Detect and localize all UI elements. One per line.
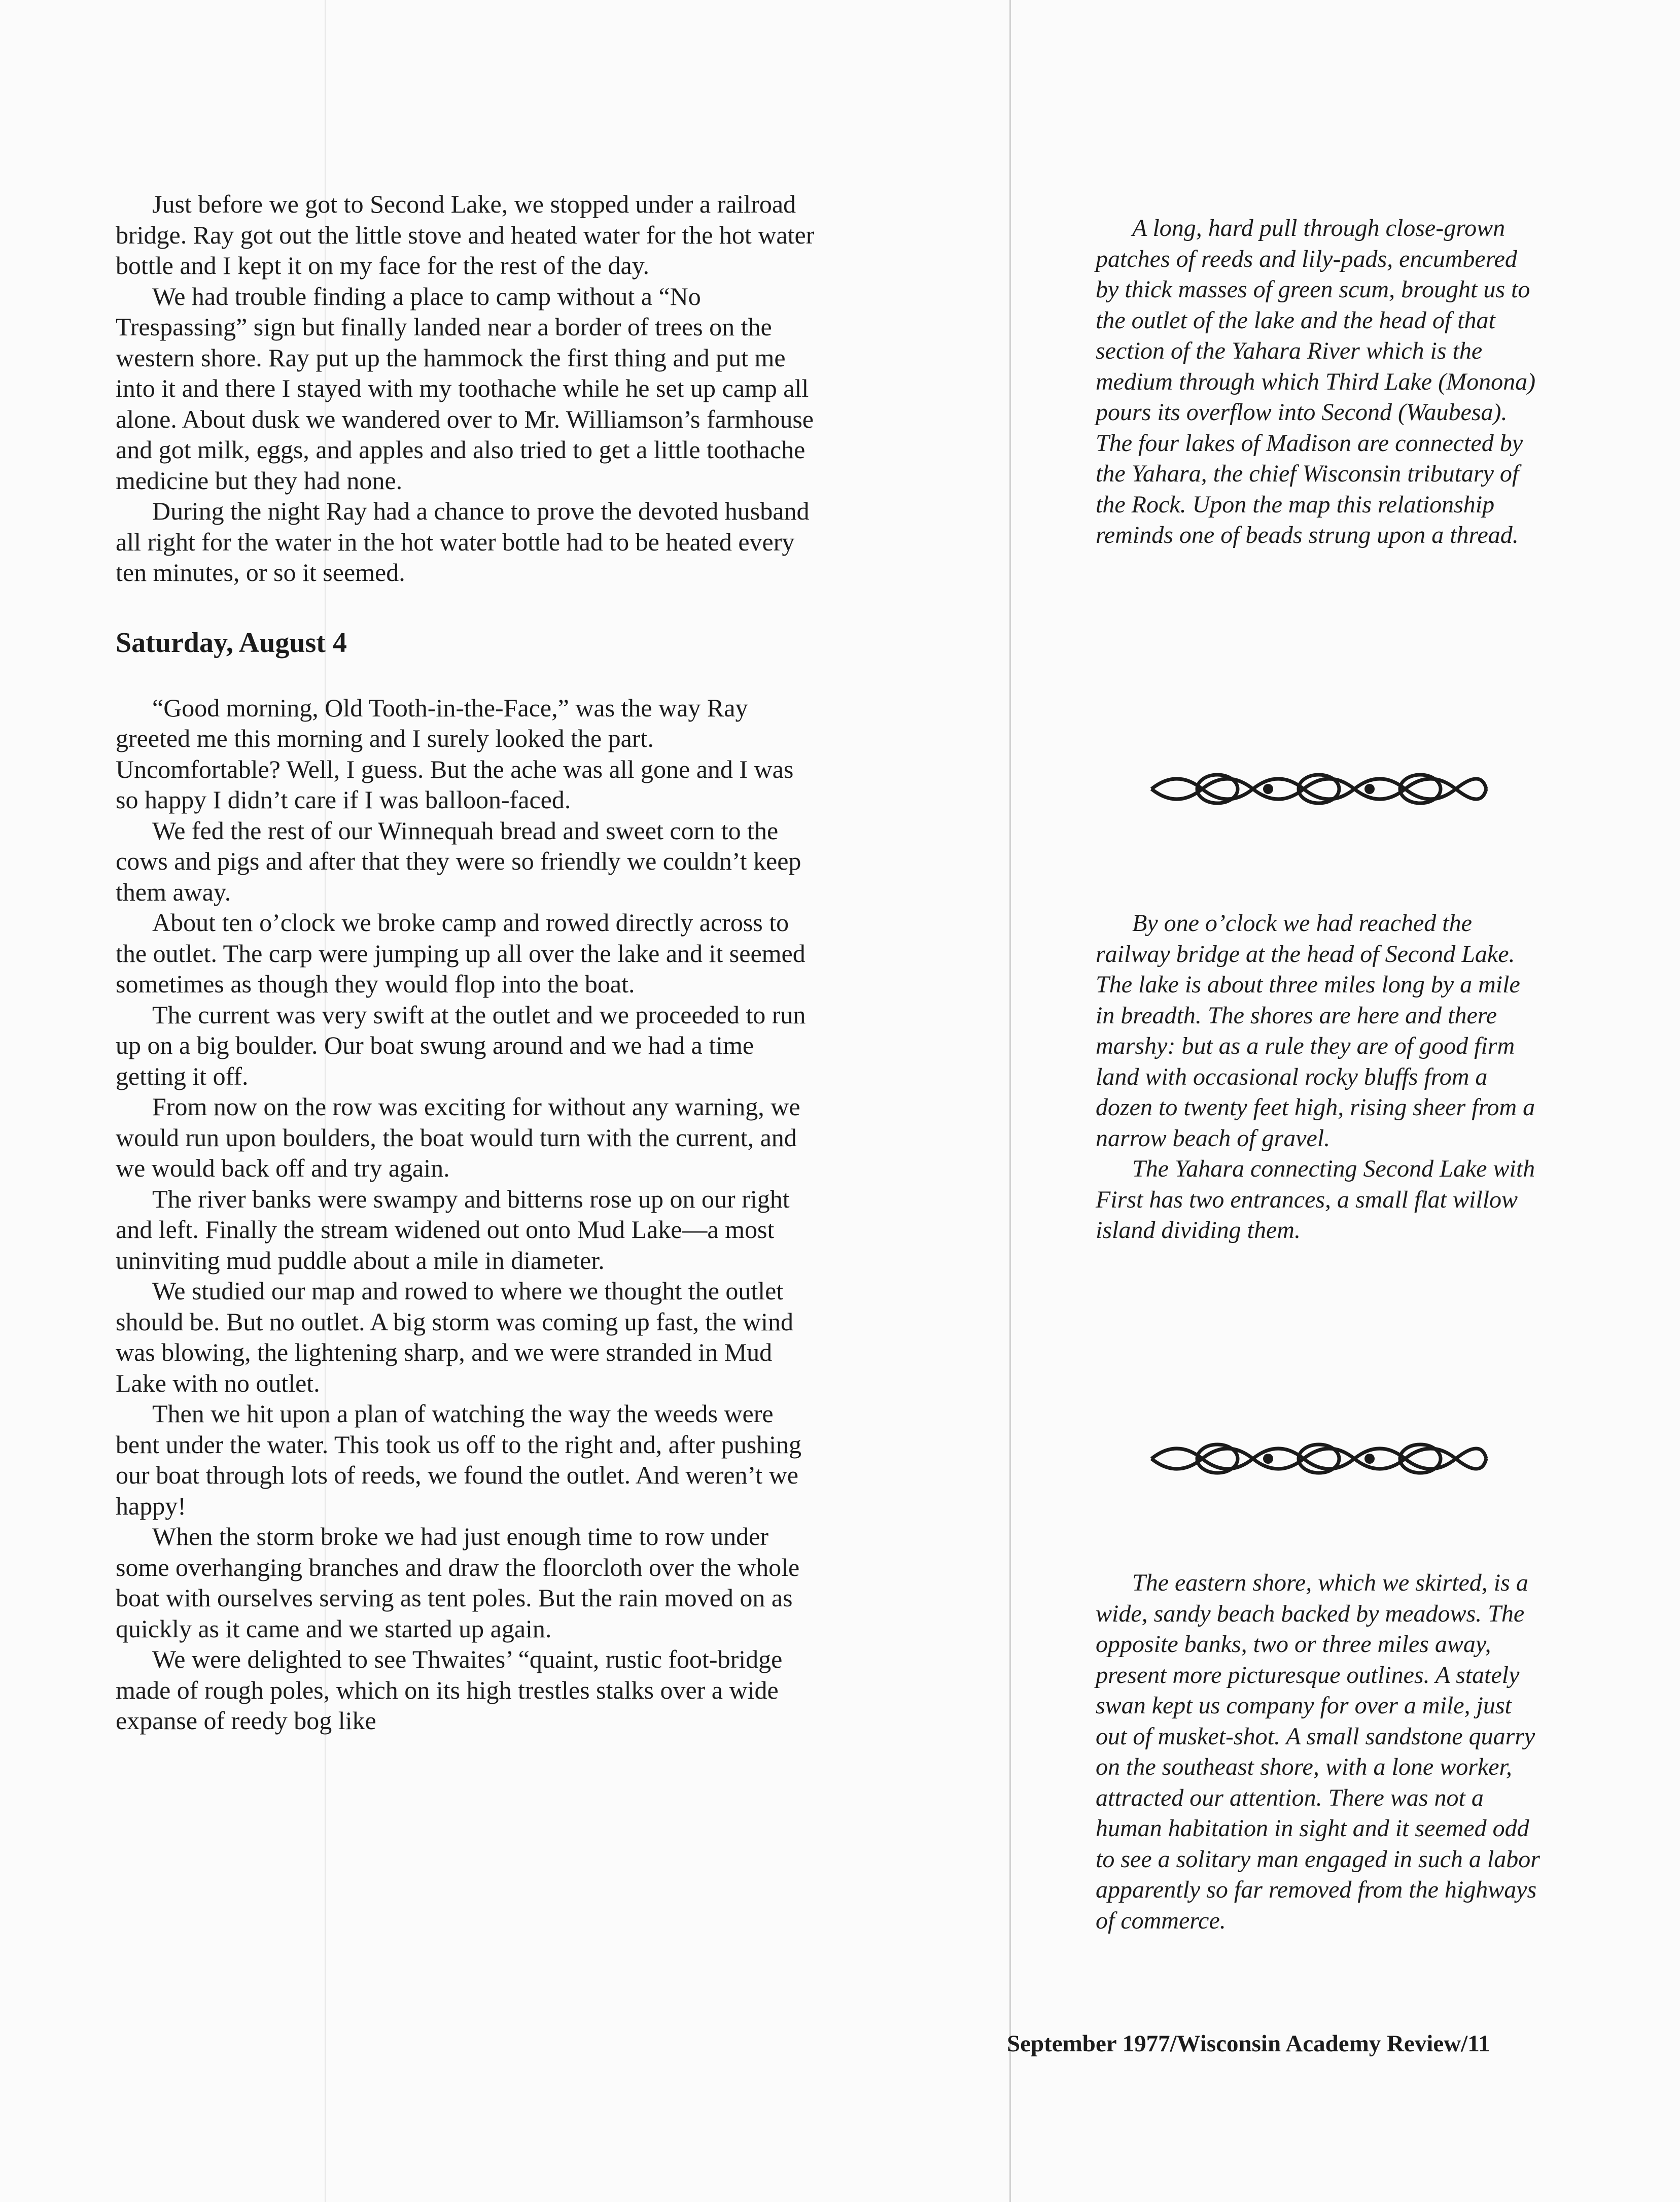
body-paragraph: We were delighted to see Thwaites’ “quaint, rustic foot-bridge made of rough poles, which on its high trestles stalks over a wide expanse of reedy bog like [116,1645,783,1735]
section-heading: Saturday, August 4 [116,627,347,659]
body-paragraph: “Good morning, Old Tooth-in-the-Face,” was the way Ray greeted me this morning and I surely looked the part. Uncomfortable? Well, I guess. But the ache was all gone and I was so happy I didn’t care if I was balloon-faced. [116,693,794,814]
body-paragraph: The current was very swift at the outlet and we proceeded to run up on a big boulder. Our boat swung around and we had a time getting it off. [116,1000,806,1090]
sidebar-quote [1096,1568,1542,1936]
body-paragraph: The river banks were swampy and bitterns rose up on our right and left. Finally the stream widened out onto Mud Lake—a most uninviting mud puddle about a mile in diameter. [116,1184,790,1275]
main-text-column [116,189,816,1736]
body-paragraph: About ten o’clock we broke camp and rowed directly across to the outlet. The carp were jumping up all over the lake and it seemed sometimes as though they would flop into the boat. [116,908,806,998]
sidebar-paragraph: By one o’clock we had reached the railway bridge at the head of Second Lake. The lake is about three miles long by a mile in breadth. The shores are here and there marshy: but as a rule they are of good firm land with occasional rocky bluffs from a dozen to twenty feet high, rising sheer from a narrow beach of gravel. [1096,910,1535,1152]
sidebar-quote [1096,908,1542,1246]
body-paragraph: We had trouble finding a place to camp without a “No Trespassing” sign but finally landed near a border of trees on the western shore. Ray put up the hammock the first thing and put me into it and there I stayed with my toothache while he set up camp all alone. About dusk we wandered over to Mr. Williamson’s farmhouse and got milk, eggs, and apples and also tried to get a little toothache medicine but they had none. [116,282,814,495]
body-paragraph: From now on the row was exciting for without any warning, we would run upon boulders, the boat would turn with the current, and we would back off and try again. [116,1092,800,1182]
page-fold-line [1009,0,1011,2202]
sidebar-paragraph: The eastern shore, which we skirted, is a wide, sandy beach backed by meadows. The opposite banks, two or three miles away, present more picturesque outlines. A stately swan kept us company for over a mile, just out of musket-shot. A small sandstone quarry on the southeast shore, with a lone worker, attracted our attention. There was not a human habitation in sight and it seemed odd to see a solitary man engaged in such a labor apparently so far removed from the highways of commerce. [1096,1569,1540,1934]
body-paragraph: During the night Ray had a chance to prove the devoted husband all right for the water in the hot water bottle had to be heated every ten minutes, or so it seemed. [116,497,810,587]
body-paragraph: We studied our map and rowed to where we thought the outlet should be. But no outlet. A big storm was coming up fast, the wind was blowing, the lightening sharp, and we were stranded in Mud Lake with no outlet. [116,1277,794,1397]
sidebar-paragraph: The Yahara connecting Second Lake with First has two entrances, a small flat willow island dividing them. [1096,1155,1535,1244]
page-footer: September 1977/Wisconsin Academy Review/11 [1007,2031,1490,2057]
body-paragraph: When the storm broke we had just enough time to row under some overhanging branches and draw the floorcloth over the whole boat with ourselves serving as tent poles. But the rain moved on as quickly as it came and we started up again. [116,1522,800,1643]
body-paragraph: Then we hit upon a plan of watching the way the weeds were bent under the water. This took us off to the right and, after pushing our boat through lots of reeds, we found the outlet. And weren’t we happy! [116,1399,802,1520]
celtic-knot-divider-icon [1146,1436,1491,1482]
sidebar-quote [1096,213,1542,551]
celtic-knot-divider-icon [1146,766,1491,812]
sidebar-paragraph: A long, hard pull through close-grown patches of reeds and lily-pads, encumbered by thick masses of green scum, brought us to the outlet of the lake and the head of that section of the Yahara River which is the medium through which Third Lake (Monona) pours its overflow into Second (Waubesa). The four lakes of Madison are connected by the Yahara, the chief Wisconsin tributary of the Rock. Upon the map this relationship reminds one of beads strung upon a thread. [1096,215,1536,548]
body-paragraph: Just before we got to Second Lake, we stopped under a railroad bridge. Ray got out the little stove and heated water for the hot water bottle and I kept it on my face for the rest of the day. [116,190,815,280]
body-paragraph: We fed the rest of our Winnequah bread and sweet corn to the cows and pigs and after that they were so friendly we couldn’t keep them away. [116,816,801,906]
